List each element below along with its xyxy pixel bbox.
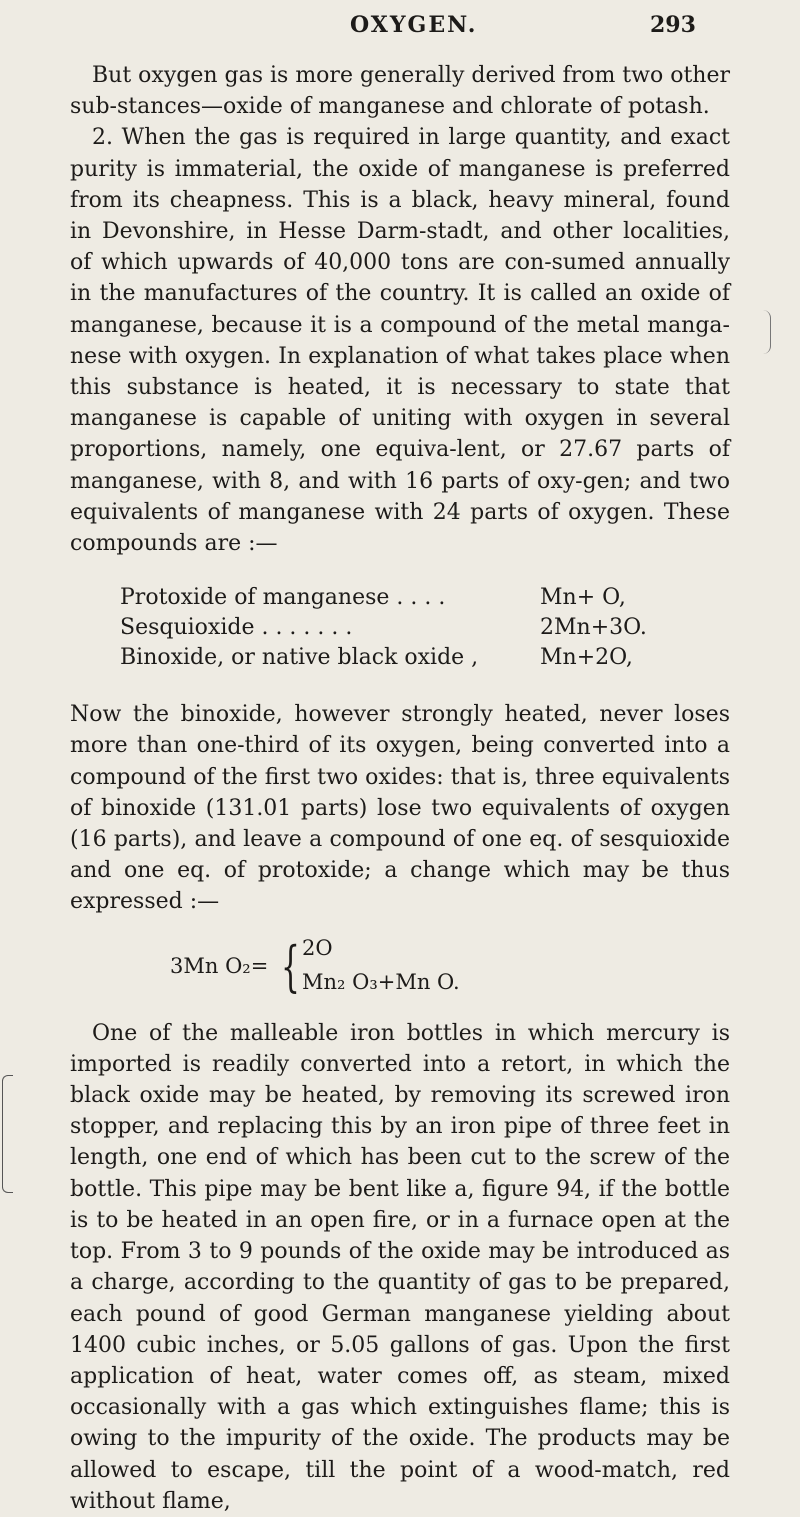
- compound-formula: Mn+ O,: [540, 585, 626, 611]
- equation-rhs-top: 2O: [302, 935, 333, 960]
- page-body: [70, 60, 730, 1517]
- compound-row: [120, 613, 730, 643]
- running-head: [0, 12, 800, 46]
- compounds-list: [120, 583, 730, 673]
- running-title: OXYGEN.: [350, 12, 478, 38]
- compound-row: [120, 643, 730, 673]
- compound-formula: 2Mn+3O.: [540, 615, 647, 641]
- compound-row: [120, 583, 730, 613]
- equation-rhs-bottom: Mn₂ O₃+Mn O.: [302, 969, 460, 994]
- margin-bracket-mark: [2, 1075, 13, 1193]
- brace-glyph: {: [281, 934, 300, 998]
- compound-formula: Mn+2O,: [540, 645, 633, 671]
- paragraph-manganese-oxide: 2. When the gas is required in large quantity, and exact purity is immaterial, the oxide of manganese is preferred from its cheapness. This is a black, heavy mineral, found in Devonshire, in Hesse Darm-stadt, and other localities, of which upwards of 40,000 tons are con-sumed annually in the manufactures of the country. It is called an oxide of manganese, because it is a compound of the metal manga-nese with oxygen. In explanation of what takes place when this substance is heated, it is necessary to state that manganese is capable of uniting with oxygen in several proportions, namely, one equiva-lent, or 27.67 parts of manganese, with 8, and with 16 parts of oxy-gen; and two equivalents of manganese with 24 parts of oxygen. These compounds are :—: [70, 125, 730, 557]
- page-number: 293: [650, 12, 696, 38]
- chemical-equation: [170, 932, 730, 1006]
- paragraph-oxygen-sources: But oxygen gas is more generally derived from two other sub-stances—oxide of manganese and chlorate of potash.: [70, 63, 731, 120]
- paragraph-iron-bottle: One of the malleable iron bottles in which mercury is imported is readily converted into a retort, in which the black oxide may be heated, by removing its screwed iron stopper, and replacing this by an iron pipe of three feet in length, one end of which has been cut to the screw of the bottle. This pipe may be bent like a, figure 94, if the bottle is to be heated in an open fire, or in a furnace open at the top. From 3 to 9 pounds of the oxide may be introduced as a charge, according to the quantity of gas to be prepared, each pound of good German manganese yielding about 1400 cubic inches, or 5.05 gallons of gas. Upon the first application of heat, water comes off, as steam, mixed occasionally with a gas which extinguishes flame; this is owing to the impurity of the oxide. The products may be allowed to escape, till the point of a wood-match, red without flame,: [70, 1020, 730, 1514]
- paragraph-binoxide: Now the binoxide, however strongly heated, never loses more than one-third of its oxygen, being converted into a compound of the first two oxides: that is, three equivalents of binoxide (131.01 parts) lose two equivalents of oxygen (16 parts), and leave a compound of one eq. of sesquioxide and one eq. of protoxide; a change which may be thus expressed :—: [70, 702, 730, 915]
- compound-name: Binoxide, or native black oxide ,: [120, 645, 479, 671]
- equation-lhs: 3Mn O₂=: [170, 953, 269, 978]
- margin-paren-mark: [762, 310, 771, 354]
- compound-name: Sesquioxide . . . . . . .: [120, 615, 353, 641]
- compound-name: Protoxide of manganese . . . .: [120, 585, 446, 611]
